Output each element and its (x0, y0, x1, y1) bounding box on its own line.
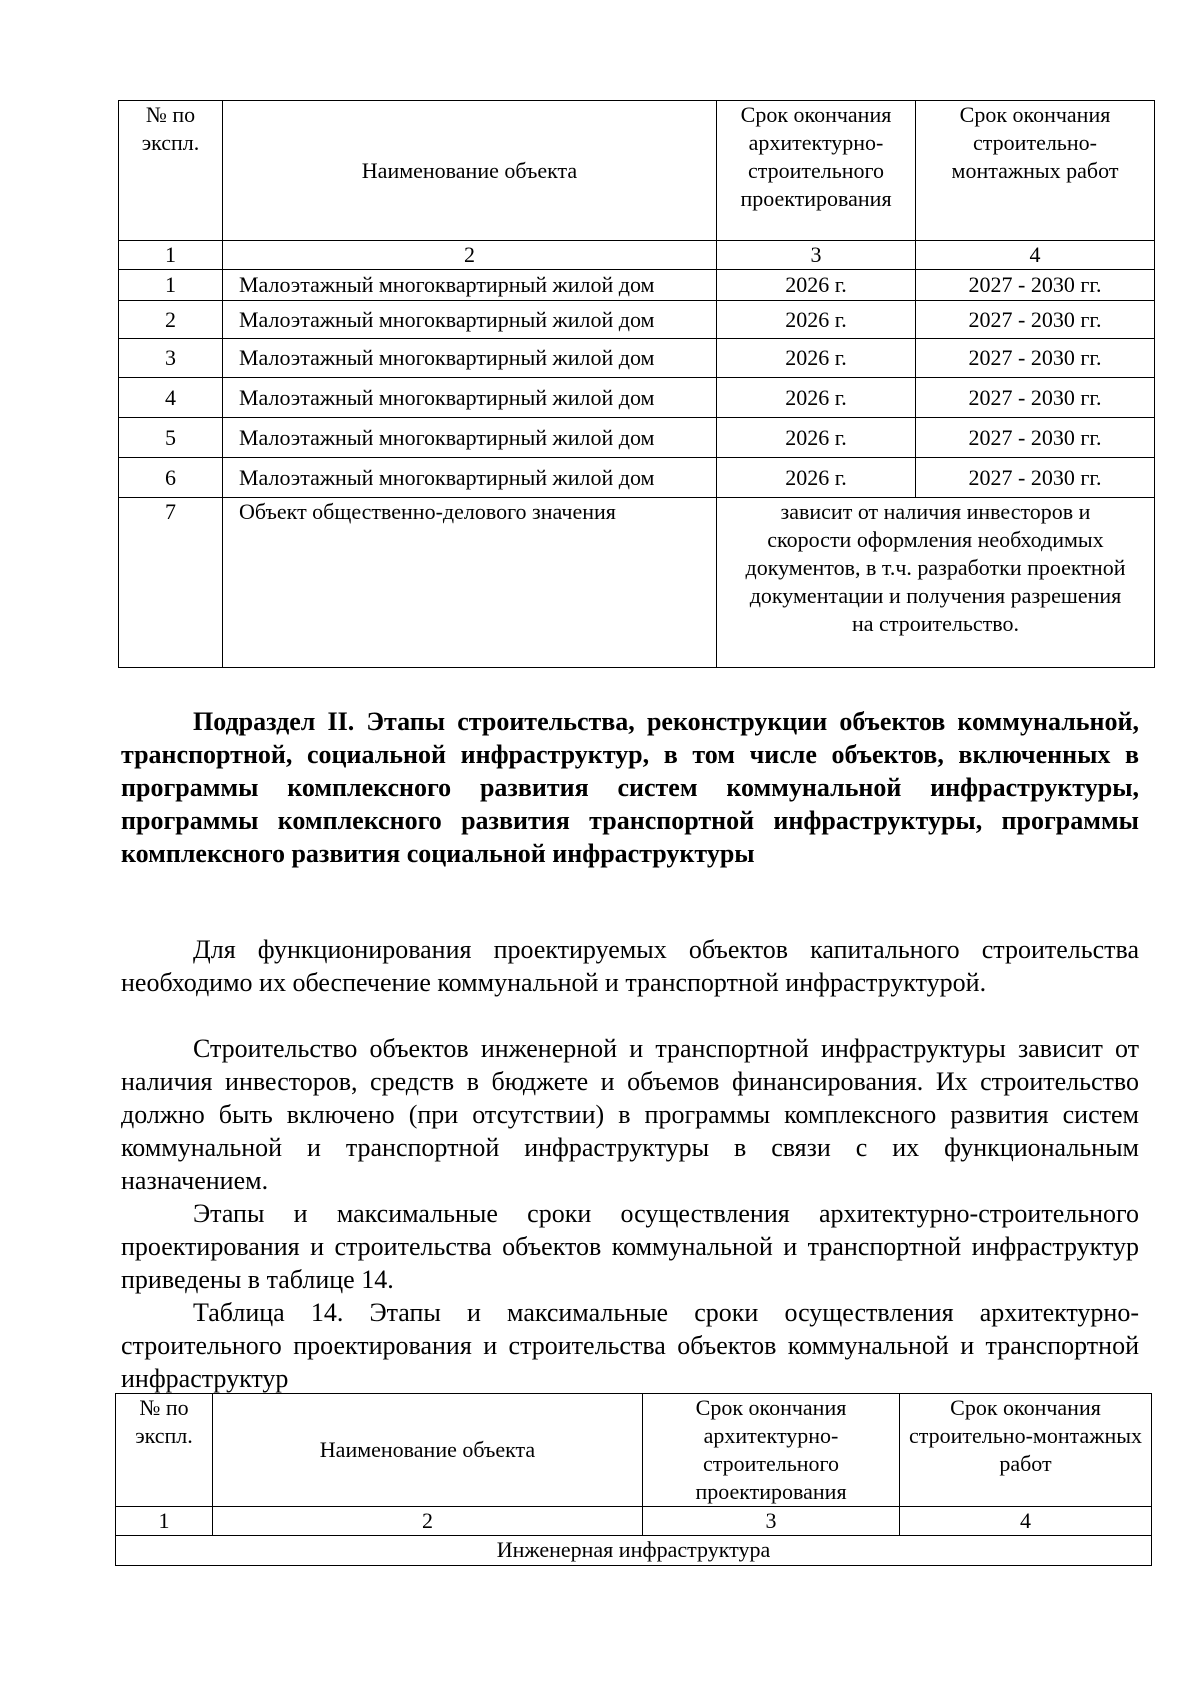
column-number: 3 (643, 1507, 900, 1536)
row-construction: 2027 - 2030 гг. (916, 418, 1155, 458)
row-name: Малоэтажный многоквартирный жилой дом (223, 339, 717, 378)
column-number: 4 (916, 241, 1155, 270)
table-row (119, 378, 1155, 418)
column-number: 1 (119, 241, 223, 270)
column-number: 4 (900, 1507, 1152, 1536)
paragraph: Для функционирования проектируемых объектов капитального строительства необходимо их обеспечение коммунальной и транспортной инфраструктурой. (121, 935, 1139, 997)
section-heading-text: Подраздел II. Этапы строительства, реконструкции объектов коммунальной, транспортной, социальной инфраструктур, в том числе объектов, включенных в программы комплексного развития систем коммунальной инфраструктуры, программы комплексного развития транспортной инфраструктуры, программы комплексного развития социальной инфраструктуры (121, 707, 1139, 868)
row-construction: 2027 - 2030 гг. (916, 301, 1155, 339)
row-name: Объект общественно-делового значения (223, 498, 717, 668)
row-note: зависит от наличия инвесторов и скорости оформления необходимых документов, в т.ч. разработки проектной документации и получения разрешения на строительство. (717, 498, 1155, 668)
table-row (119, 498, 1155, 668)
row-design: 2026 г. (717, 418, 916, 458)
row-name: Малоэтажный многоквартирный жилой дом (223, 458, 717, 498)
infrastructure-deadlines-table (115, 1393, 1152, 1566)
header-num: № по экспл. (119, 101, 223, 241)
paragraph: Этапы и максимальные сроки осуществления архитектурно-строительного проектирования и строительства объектов коммунальной и транспортной инфраструктур приведены в таблице 14. (121, 1199, 1139, 1294)
column-number: 1 (116, 1507, 213, 1536)
row-num: 7 (119, 498, 223, 668)
table-row (119, 418, 1155, 458)
row-design: 2026 г. (717, 378, 916, 418)
column-number: 2 (213, 1507, 643, 1536)
row-design: 2026 г. (717, 339, 916, 378)
row-name: Малоэтажный многоквартирный жилой дом (223, 418, 717, 458)
section-row (116, 1536, 1152, 1566)
table-header-row (119, 101, 1155, 241)
table-row (119, 458, 1155, 498)
row-name: Малоэтажный многоквартирный жилой дом (223, 378, 717, 418)
header-name: Наименование объекта (213, 1394, 643, 1507)
header-construction-deadline: Срок окончания строительно-монтажных работ (900, 1394, 1152, 1507)
row-name: Малоэтажный многоквартирный жилой дом (223, 270, 717, 301)
row-num: 2 (119, 301, 223, 339)
header-design-deadline: Срок окончания архитектурно-строительного проектирования (717, 101, 916, 241)
header-design-deadline: Срок окончания архитектурно-строительного проектирования (643, 1394, 900, 1507)
row-design: 2026 г. (717, 270, 916, 301)
row-num: 3 (119, 339, 223, 378)
header-construction-deadline: Срок окончания строительно-монтажных работ (916, 101, 1155, 241)
column-number-row (119, 241, 1155, 270)
row-construction: 2027 - 2030 гг. (916, 339, 1155, 378)
row-design: 2026 г. (717, 301, 916, 339)
row-construction: 2027 - 2030 гг. (916, 378, 1155, 418)
column-number: 2 (223, 241, 717, 270)
column-number: 3 (717, 241, 916, 270)
row-num: 6 (119, 458, 223, 498)
table-row (119, 301, 1155, 339)
row-num: 4 (119, 378, 223, 418)
table-caption: Таблица 14. Этапы и максимальные сроки осуществления архитектурно-строительного проектирования и строительства объектов коммунальной и транспортной инфраструктур (121, 1298, 1139, 1393)
column-number-row (116, 1507, 1152, 1536)
row-name: Малоэтажный многоквартирный жилой дом (223, 301, 717, 339)
row-num: 1 (119, 270, 223, 301)
header-num: № по экспл. (116, 1394, 213, 1507)
row-construction: 2027 - 2030 гг. (916, 270, 1155, 301)
table-row (119, 270, 1155, 301)
paragraph: Строительство объектов инженерной и транспортной инфраструктуры зависит от наличия инвесторов, средств в бюджете и объемов финансирования. Их строительство должно быть включено (при отсутствии) в программы комплексного развития систем коммунальной и транспортной инфраструктуры в связи с их функциональным назначением. (121, 1034, 1139, 1195)
row-design: 2026 г. (717, 458, 916, 498)
objects-deadlines-table (118, 100, 1155, 668)
table-header-row (116, 1394, 1152, 1507)
section-heading (121, 705, 1139, 870)
header-name: Наименование объекта (223, 101, 717, 241)
section-row-label: Инженерная инфраструктура (116, 1536, 1152, 1566)
table-row (119, 339, 1155, 378)
row-construction: 2027 - 2030 гг. (916, 458, 1155, 498)
row-num: 5 (119, 418, 223, 458)
